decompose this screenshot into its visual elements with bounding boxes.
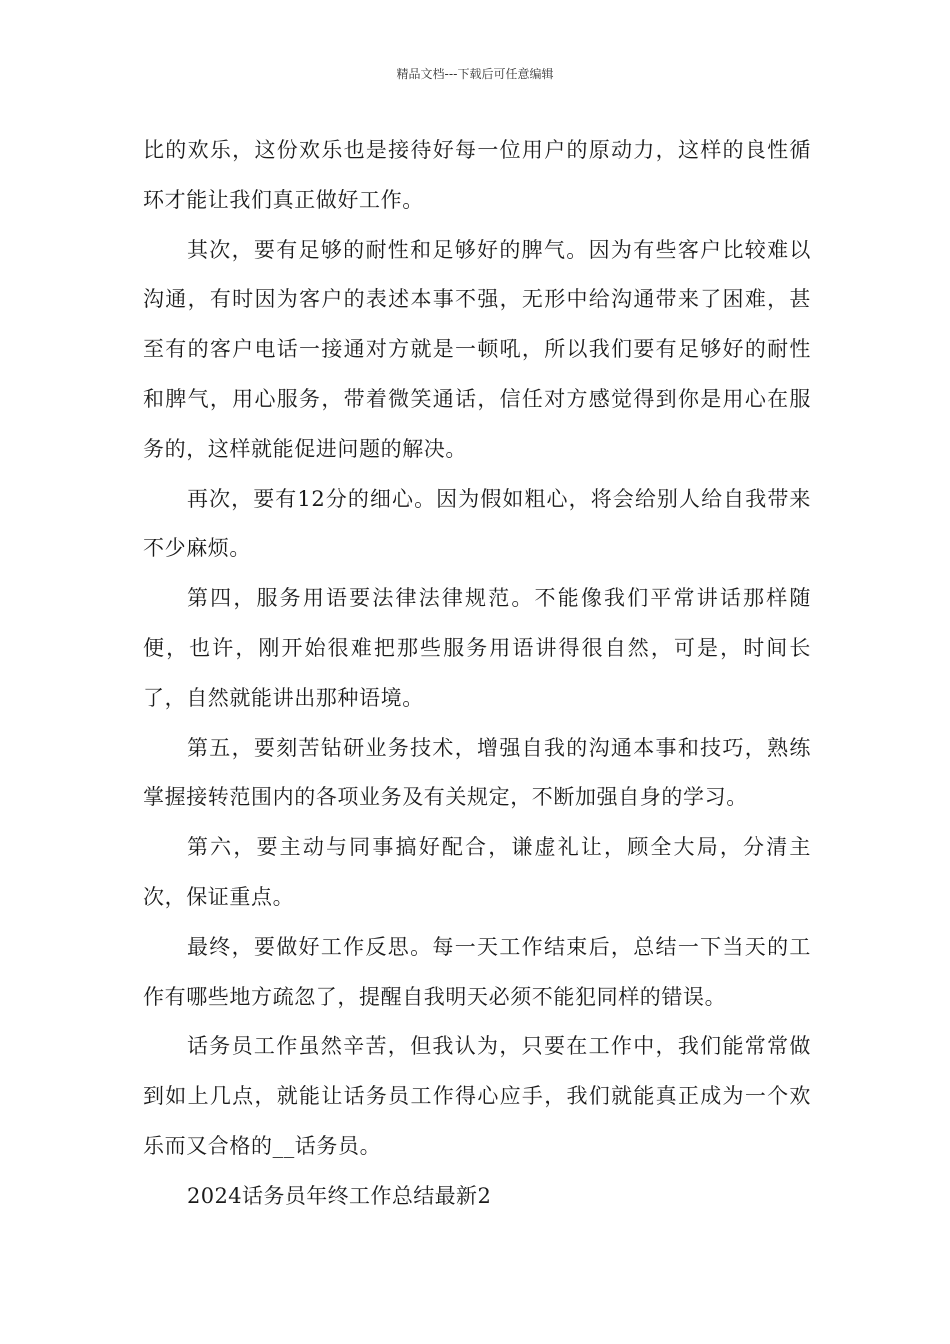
paragraph-final-point: 最终，要做好工作反思。每一天工作结束后，总结一下当天的工作有哪些地方疏忽了，提醒自我明天必须不能犯同样的错误。	[143, 934, 811, 1009]
paragraph-fifth-point: 第五，要刻苦钻研业务技术，增强自我的沟通本事和技巧，熟练掌握接转范围内的各项业务及有关规定，不断加强自身的学习。	[143, 735, 811, 810]
paragraph-sixth-point: 第六，要主动与同事搞好配合，谦虚礼让，顾全大局，分清主次，保证重点。	[143, 835, 811, 909]
paragraph-second-point: 其次，要有足够的耐性和足够好的脾气。因为有些客户比较难以沟通，有时因为客户的表述本事不强，无形中给沟通带来了困难，甚至有的客户电话一接通对方就是一顿吼，所以我们要有足够好的耐性和脾气，用心服务，带着微笑通话，信任对方感觉得到你是用心在服务的，这样就能促进问题的解决。	[143, 237, 811, 461]
paragraph-fourth-point: 第四，服务用语要法律法律规范。不能像我们平常讲话那样随便，也许，刚开始很难把那些服务用语讲得很自然，可是，时间长了，自然就能讲出那种语境。	[143, 586, 811, 710]
paragraph-conclusion: 话务员工作虽然辛苦，但我认为，只要在工作中，我们能常常做到如上几点，就能让话务员工作得心应手，我们就能真正成为一个欢乐而又合格的__话务员。	[143, 1034, 811, 1158]
document-body	[143, 126, 811, 1222]
section-heading: 2024话务员年终工作总结最新2	[187, 1183, 492, 1208]
paragraph-continuation: 比的欢乐，这份欢乐也是接待好每一位用户的原动力，这样的良性循环才能让我们真正做好工作。	[143, 138, 811, 212]
paragraph-third-point: 再次，要有12分的细心。因为假如粗心，将会给别人给自我带来不少麻烦。	[143, 486, 811, 561]
page-header: 精品文档---下载后可任意编辑	[396, 67, 554, 81]
